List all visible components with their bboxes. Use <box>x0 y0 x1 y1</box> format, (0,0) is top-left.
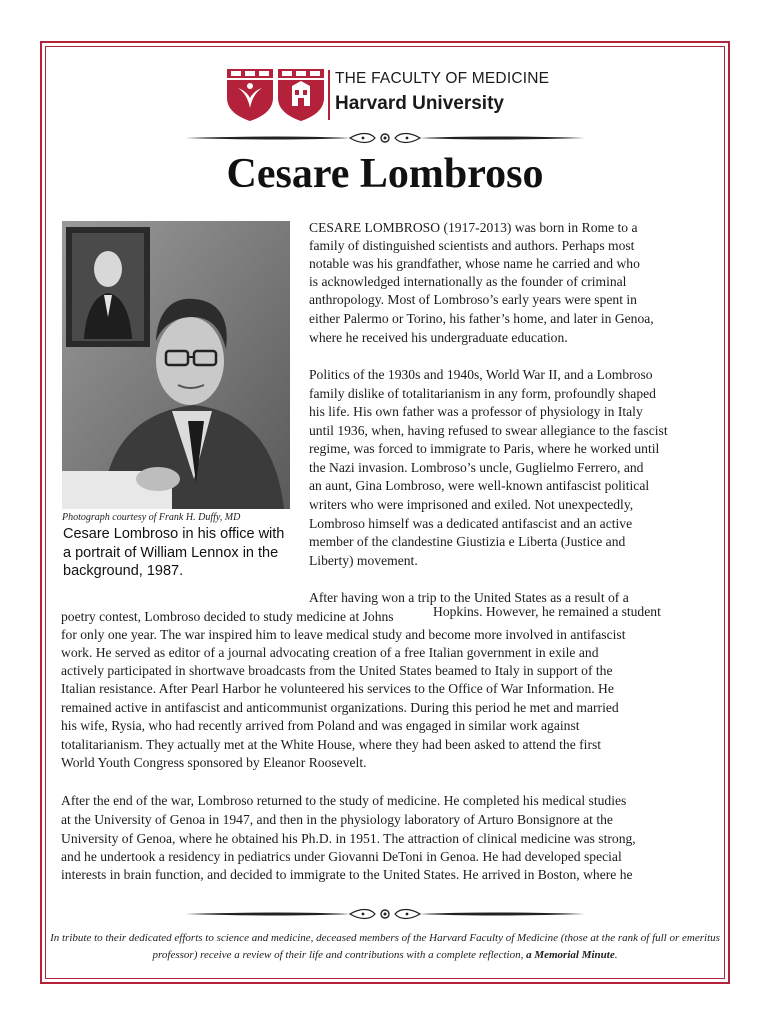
body-line: at the University of Genoa in 1947, and then in the physiology laboratory of Arturo Bonsignore at the <box>61 812 613 827</box>
body-line: where he received his undergraduate education. <box>309 330 568 345</box>
page-title: Cesare Lombroso <box>226 151 544 197</box>
body-line: the Nazi invasion. Lombroso’s uncle, Guglielmo Ferrero, and <box>309 460 644 475</box>
body-line: Politics of the 1930s and 1940s, World War II, and a Lombroso <box>309 367 653 382</box>
body-line: regime, was forced to immigrate to Paris, where he worked until <box>309 441 660 456</box>
body-line: After having won a trip to the United States as a result of a <box>309 590 629 605</box>
header-divider <box>328 70 330 120</box>
body-line: family dislike of totalitarianism in any form, profoundly shaped <box>309 386 656 401</box>
body-line: until 1936, when, having refused to swear allegiance to the fascist <box>309 423 668 438</box>
memorial-minute-emphasis: a Memorial Minute <box>526 949 615 961</box>
body-line: family of distinguished scientists and authors. Perhaps most <box>309 238 635 253</box>
body-line: anthropology. Most of Lombroso’s early years were spent in <box>309 292 637 307</box>
body-line: remained active in antifascist and anticommunist organizations. During this period he met and married <box>61 700 619 715</box>
body-line: an aunt, Gina Lombroso, were well-known antifascist political <box>309 478 650 493</box>
body-line: University of Genoa, where he obtained his Ph.D. in 1951. The attraction of clinical medicine was strong, <box>61 831 636 846</box>
body-line: World Youth Congress sponsored by Eleanor Roosevelt. <box>61 755 367 770</box>
body-line: writers who were imprisoned and exiled. Not unexpectedly, <box>309 497 634 512</box>
body-line: totalitarianism. They actually met at the White House, where they had been asked to attend the first <box>61 737 602 752</box>
memorial-footer <box>50 930 720 964</box>
body-line: for only one year. The war inspired him to leave medical study and become more involved in antifascist <box>61 627 626 642</box>
footer-text: In tribute to their dedicated efforts to science and medicine, deceased members of the Harvard Faculty of Medicine (those at the rank of full or emeritus professor) receive a review of their life and contributions with a complete reflection, <box>50 932 720 961</box>
body-line: Italian resistance. After Pearl Harbor he volunteered his services to the Office of War Information. He <box>61 681 614 696</box>
body-line: and he undertook a residency in pediatrics under Giovanni DeToni in Genoa. He had developed special <box>61 849 622 864</box>
body-line: his wife, Rysia, who had recently arrived from Poland and was engaged in similar work against <box>61 718 580 733</box>
body-line: either Palermo or Torino, his father’s home, and later in Genoa, <box>309 311 654 326</box>
body-line: CESARE LOMBROSO (1917-2013) was born in Rome to a <box>309 220 638 235</box>
body-line: Liberty) movement. <box>309 553 418 568</box>
body-line: interests in brain function, and decided to immigrate to the United States. He arrived in Boston, where he <box>61 867 633 882</box>
ornament-divider-top <box>185 130 585 146</box>
body-line: Lombroso himself was a dedicated antifascist and an active <box>309 516 633 531</box>
photo-caption: Cesare Lombroso in his office with a portrait of William Lennox in the background, 1987. <box>63 526 285 579</box>
portrait-photo <box>62 221 290 509</box>
body-line: Hopkins. However, he remained a student <box>433 604 661 619</box>
body-line: work. He served as editor of a journal advocating creation of a free Italian government in exile and <box>61 645 599 660</box>
university-heading: Harvard University <box>335 93 504 114</box>
footer-end: . <box>614 949 618 961</box>
body-line: poetry contest, Lombroso decided to study medicine at Johns <box>61 609 394 624</box>
medicine-shield-icon <box>277 68 325 122</box>
photo-credit: Photograph courtesy of Frank H. Duffy, MD <box>62 512 241 523</box>
faculty-heading: THE FACULTY OF MEDICINE <box>335 70 550 87</box>
body-line: After the end of the war, Lombroso returned to the study of medicine. He completed his medical studies <box>61 793 627 808</box>
harvard-shield-icon <box>226 68 274 122</box>
body-line: actively participated in shortwave broadcasts from the United States beamed to Italy in support of the <box>61 663 613 678</box>
ornament-divider-bottom <box>185 906 585 922</box>
body-line: his life. His own father was a professor of physiology in Italy <box>309 404 643 419</box>
body-line: member of the clandestine Giustizia e Liberta (Justice and <box>309 534 626 549</box>
body-line: is acknowledged internationally as the founder of criminal <box>309 274 627 289</box>
body-line: notable was his grandfather, whose name he carried and who <box>309 256 640 271</box>
